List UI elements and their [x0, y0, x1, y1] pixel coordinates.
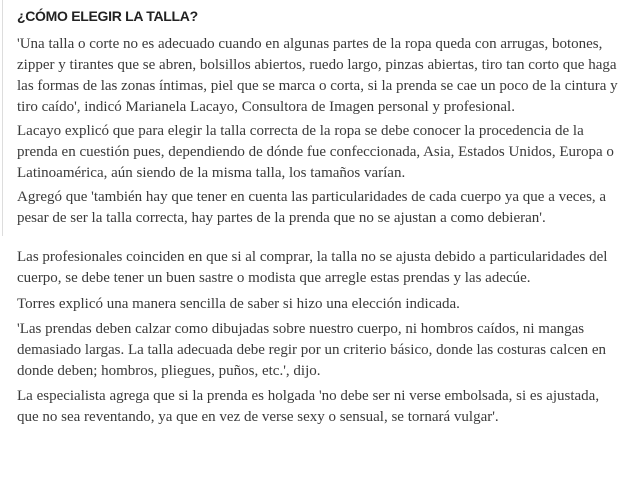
text-line: 'Las prendas deben calzar como dibujadas sobre nuestro cuerpo, ni hombros caídos, ni mangas	[17, 321, 585, 337]
text-line: donde deben; hombros, pliegues, puños, etc.', dijo.	[17, 363, 321, 379]
text-line: que no sea reventando, ya que en vez de verse sexy o sensual, se tornará vulgar'.	[17, 409, 499, 425]
text-line: Torres explicó una manera sencilla de saber si hizo una elección indicada.	[17, 296, 460, 312]
paragraph-4	[17, 247, 607, 289]
text-line: pesar de ser la talla correcta, hay partes de la prenda que no se ajustan a como debieran'.	[17, 210, 546, 226]
text-line: 'Una talla o corte no es adecuado cuando en algunas partes de la ropa queda con arrugas, botones,	[17, 36, 603, 52]
text-line: zipper y tirantes que se abren, bolsillos abiertos, ruedo largo, pinzas abiertas, tiro tan corto que haga	[17, 57, 617, 73]
paragraph-7	[17, 386, 599, 428]
paragraph-6	[17, 319, 606, 382]
paragraph-5	[17, 294, 460, 315]
paragraph-1	[17, 34, 618, 118]
left-border-divider	[2, 0, 3, 236]
paragraph-3	[17, 187, 606, 229]
text-line: Agregó que 'también hay que tener en cuenta las particularidades de cada cuerpo ya que a veces, a	[17, 189, 607, 205]
text-line: prenda en cuestión pues, dependiendo de dónde fue confeccionada, Asia, Estados Unidos, Europa o	[17, 144, 614, 160]
text-line: Las profesionales coinciden en que si al comprar, la talla no se ajusta debido a particularidades del	[17, 249, 608, 265]
section-heading: ¿CÓMO ELEGIR LA TALLA?	[17, 8, 198, 24]
text-line: demasiado largas. La talla adecuada debe regir por un criterio básico, donde las costuras calcen en	[17, 342, 607, 358]
text-line: las formas de las zonas íntimas, piel que se marca o corta, si la prenda se cae un poco de la cintura y	[17, 78, 618, 94]
text-line: Lacayo explicó que para elegir la talla correcta de la ropa se debe conocer la procedencia de la	[17, 123, 584, 139]
text-line: tiro caído', indicó Marianela Lacayo, Consultora de Imagen personal y profesional.	[17, 99, 515, 115]
text-line: La especialista agrega que si la prenda es holgada 'no debe ser ni verse embolsada, si es ajustada,	[17, 388, 600, 404]
text-line: cuerpo, se debe tener un buen sastre o modista que arregle estas prendas y las adecúe.	[17, 270, 531, 286]
text-line: Latinoamérica, aún siendo de la misma talla, los tamaños varían.	[17, 165, 406, 181]
paragraph-2	[17, 121, 614, 184]
